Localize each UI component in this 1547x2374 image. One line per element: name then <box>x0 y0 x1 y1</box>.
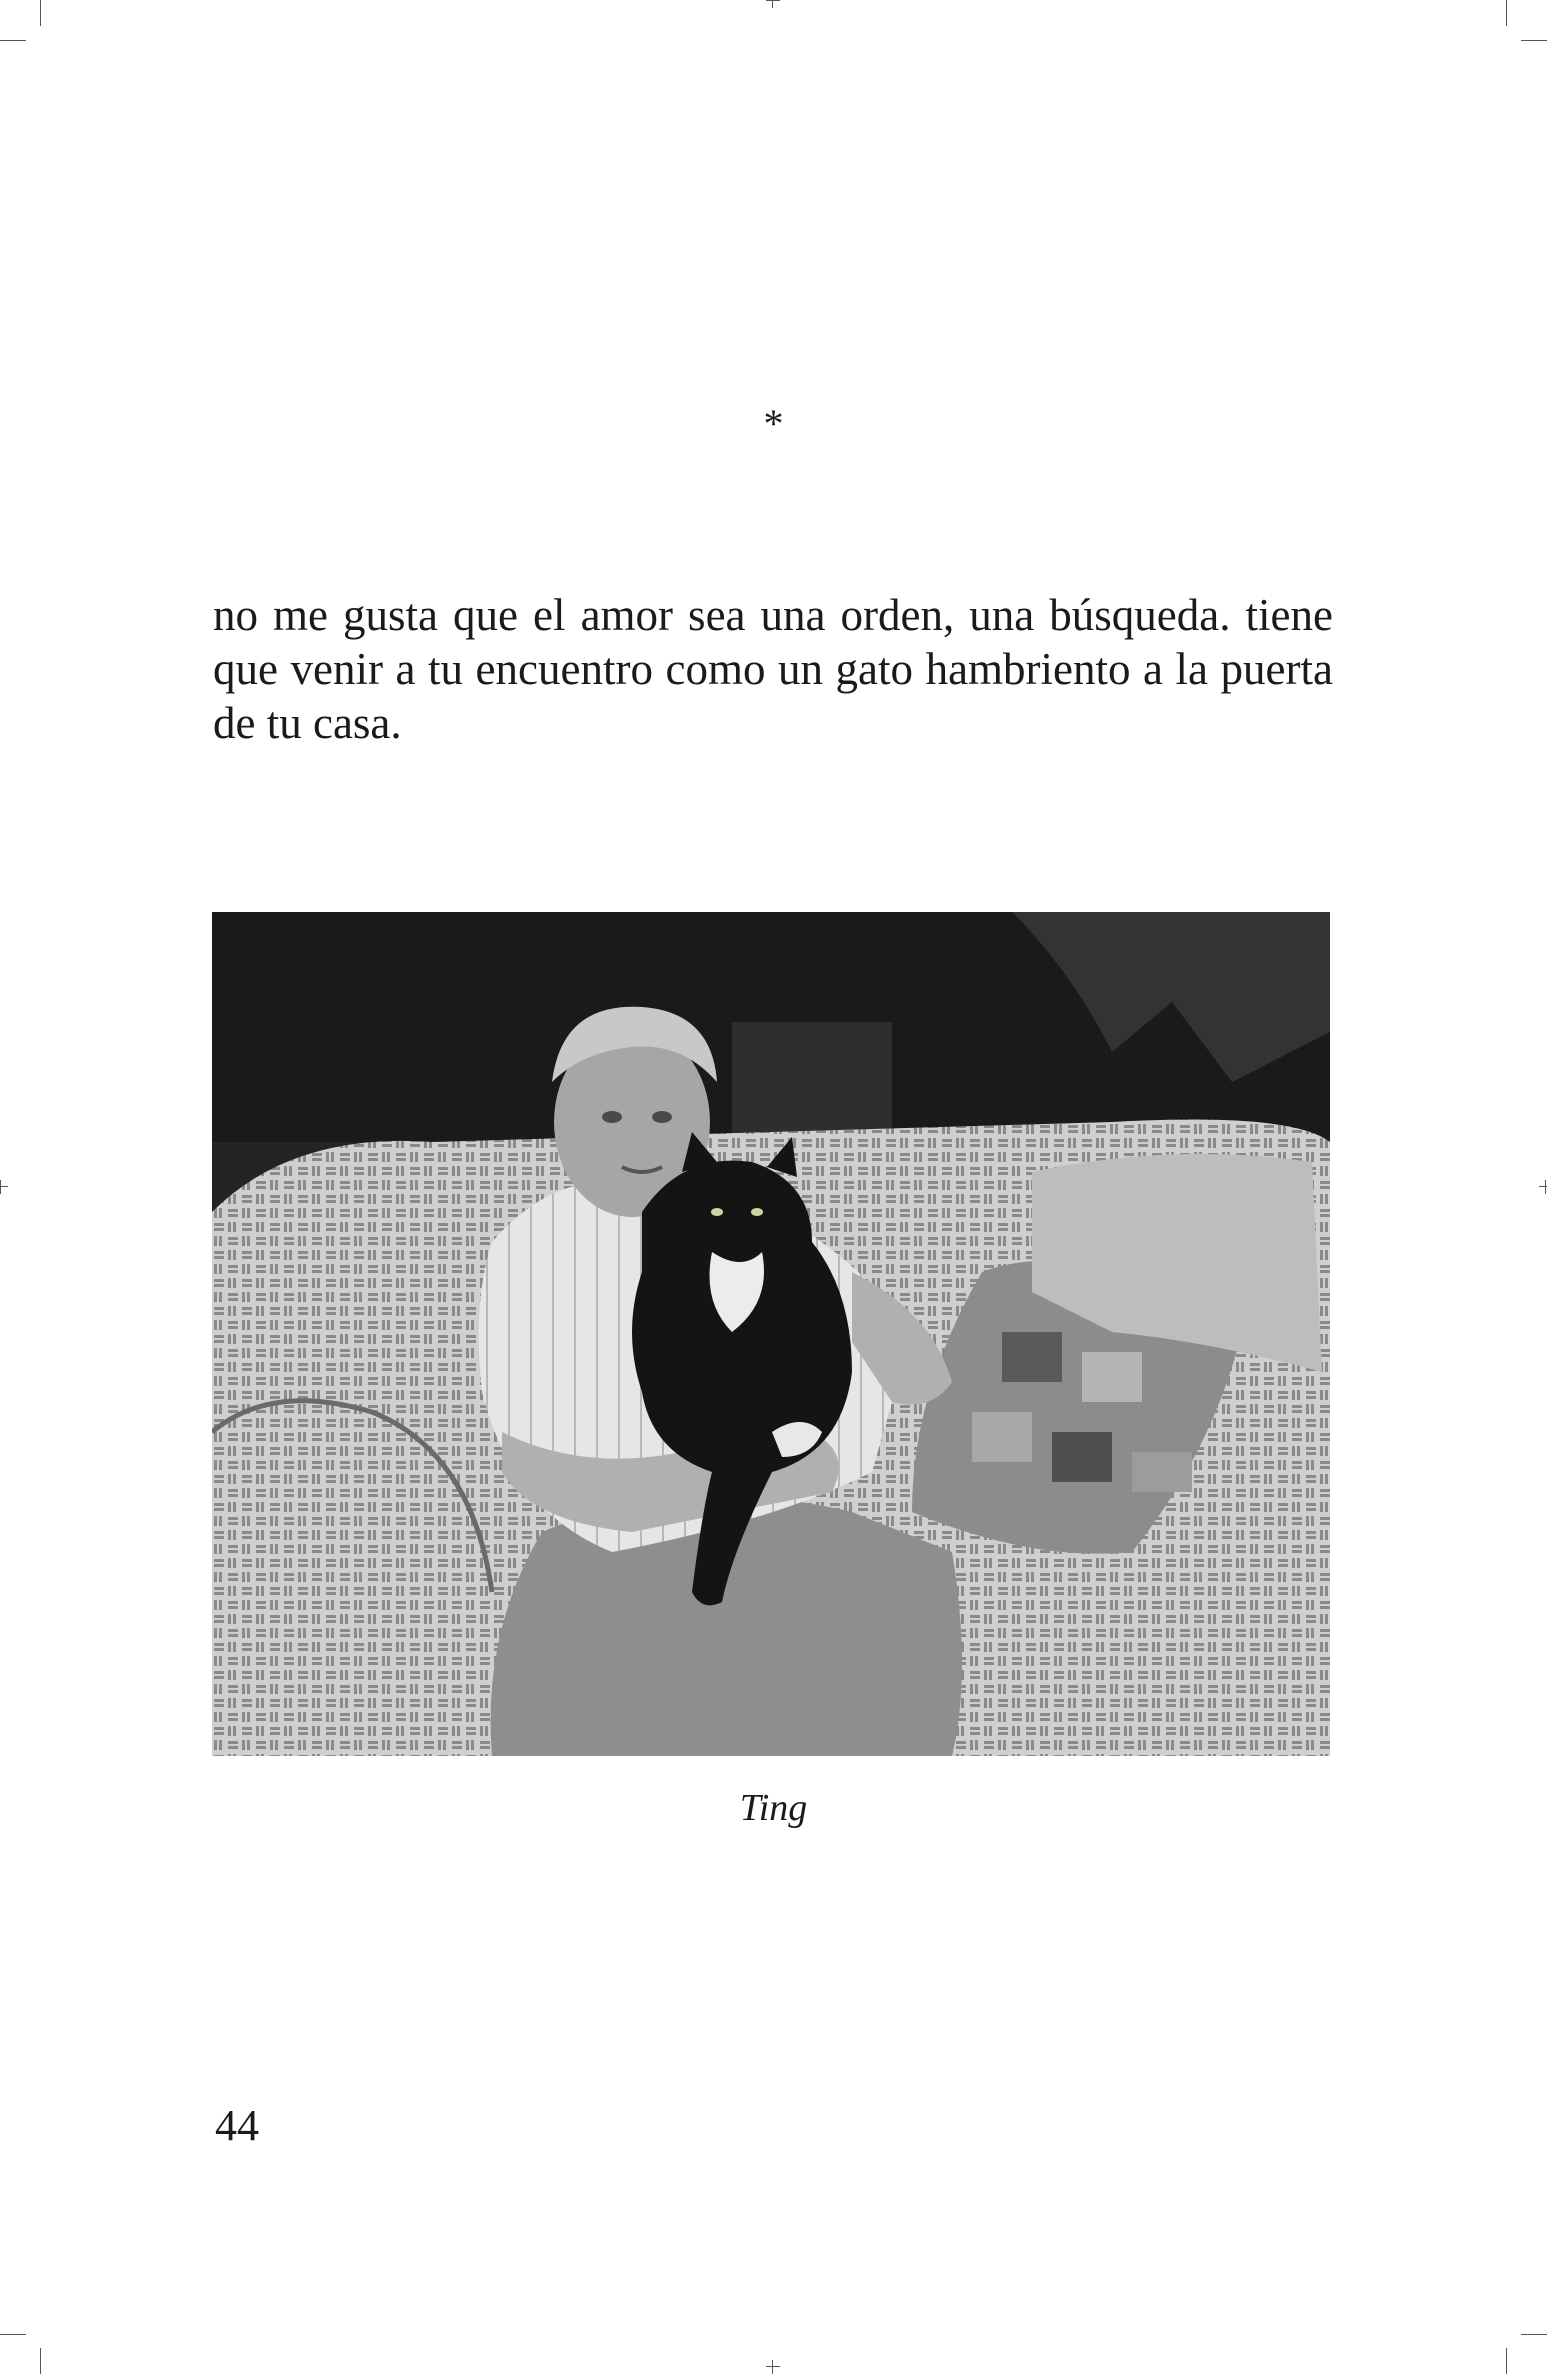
crop-mark <box>1506 2348 1507 2374</box>
crop-mark <box>40 0 41 26</box>
registration-mark <box>766 0 780 8</box>
body-paragraph: no me gusta que el amor sea una orden, una búsqueda. tiene que venir a tu encuentro como un gato hambriento a la puerta de tu casa. <box>213 590 1333 748</box>
registration-mark <box>0 1180 8 1194</box>
crop-mark <box>0 2334 26 2335</box>
crop-mark <box>1521 40 1547 41</box>
crop-mark <box>1506 0 1507 26</box>
crop-mark <box>0 40 26 41</box>
crop-mark <box>40 2348 41 2374</box>
photo-illustration <box>212 912 1330 1756</box>
crop-mark <box>1521 2334 1547 2335</box>
photograph <box>212 912 1330 1756</box>
registration-mark <box>1539 1180 1547 1194</box>
section-separator: * <box>763 401 784 446</box>
registration-mark <box>766 2360 780 2374</box>
photo-caption: Ting <box>739 1787 808 1829</box>
page-number: 44 <box>215 2101 259 2150</box>
